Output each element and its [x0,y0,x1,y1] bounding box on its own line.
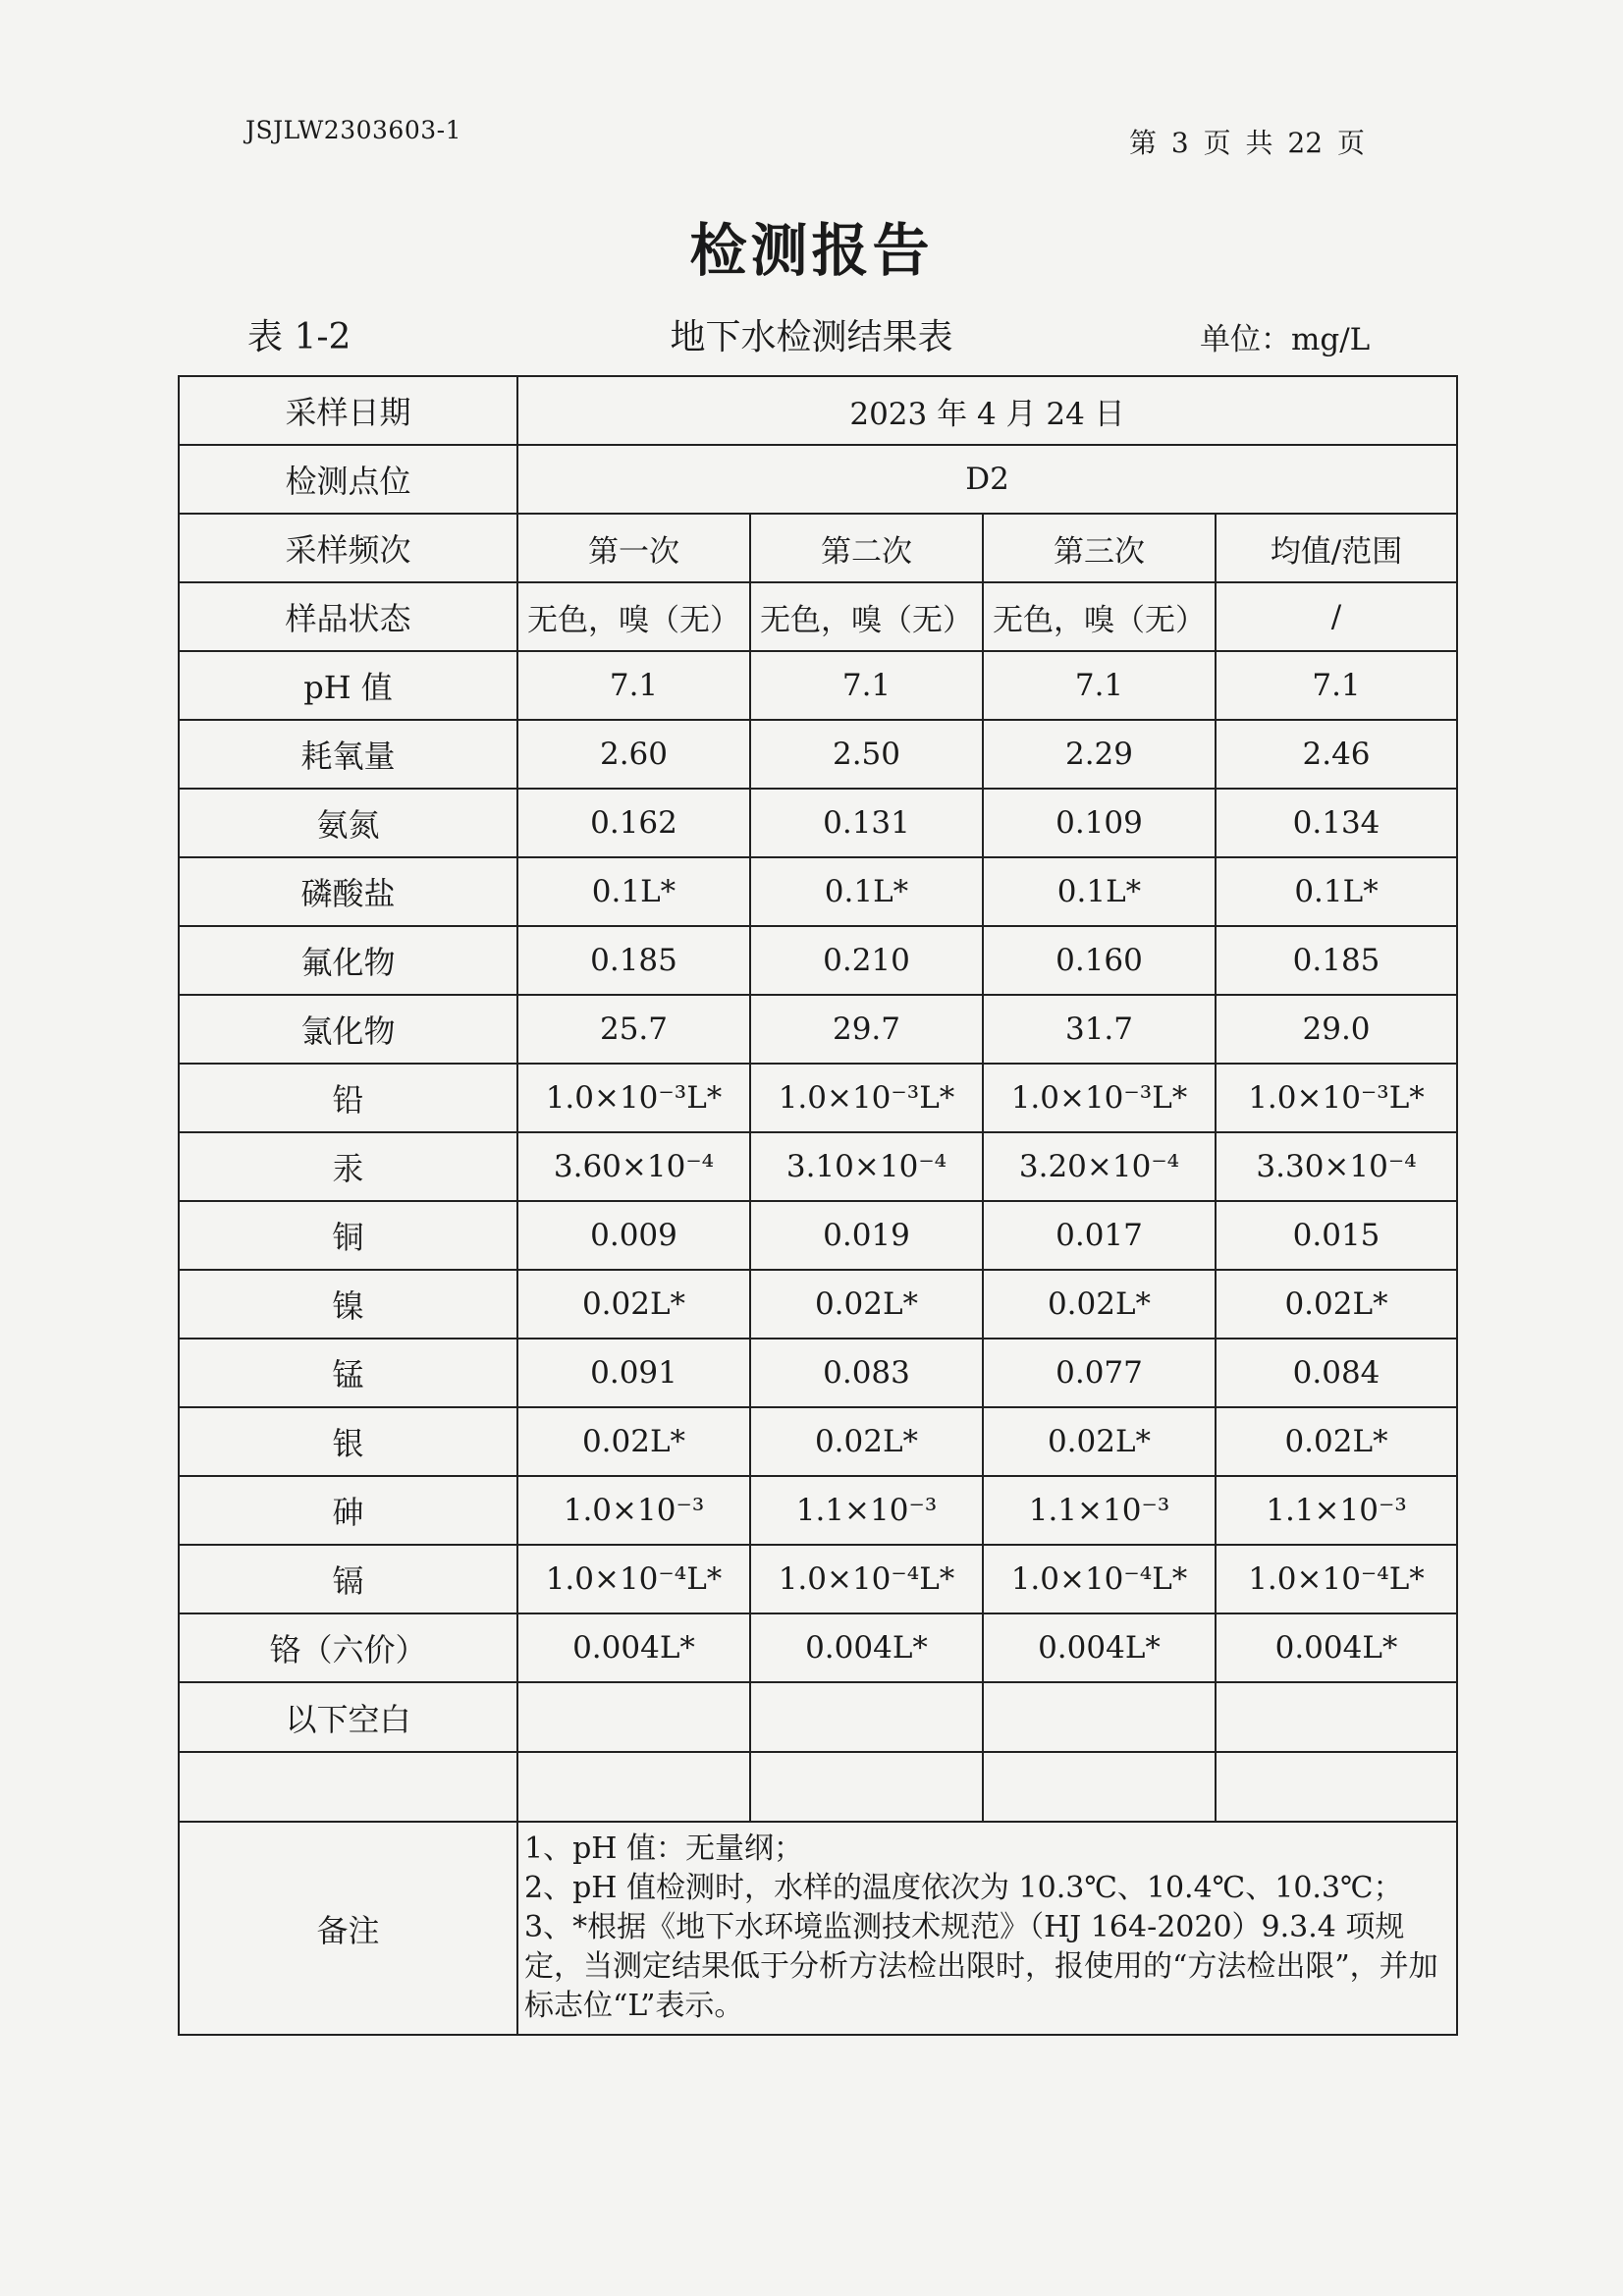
table-row [179,789,1457,857]
note-line: 3、*根据《地下水环境监测技术规范》（HJ 164-2020）9.3.4 项规定，当测定结果低于分析方法检出限时，报使用的“方法检出限”，并加标志位“L”表示。 [524,1909,1438,2023]
value-cell: 1.1×10⁻³ [983,1476,1216,1545]
row-label: 氟化物 [179,926,517,995]
value-cell: 0.02L* [750,1270,983,1339]
empty-cell [983,1752,1216,1822]
notes-label: 备注 [179,1822,517,2035]
value-cell: 0.134 [1216,789,1457,857]
value-cell: 0.077 [983,1339,1216,1407]
row-label: 砷 [179,1476,517,1545]
row-label: 耗氧量 [179,720,517,789]
row-label: 银 [179,1407,517,1476]
note-line: 2、pH 值检测时，水样的温度依次为 10.3℃、10.4℃、10.3℃； [524,1870,1403,1905]
note-line: 1、pH 值：无量纲； [524,1831,803,1866]
value-cell: 0.091 [517,1339,750,1407]
value-cell: 2.46 [1216,720,1457,789]
row-label: 磷酸盐 [179,857,517,926]
value-cell: 1.0×10⁻⁴L* [1216,1545,1457,1613]
row-label: 铬（六价） [179,1613,517,1682]
value-cell: 0.02L* [750,1407,983,1476]
site-value: D2 [517,445,1457,514]
table-row [179,720,1457,789]
table-row [179,1270,1457,1339]
value-cell: 1.0×10⁻³L* [983,1064,1216,1132]
value-cell: 7.1 [983,651,1216,720]
value-cell: 1.0×10⁻³L* [517,1064,750,1132]
value-cell: 0.004L* [983,1613,1216,1682]
value-cell: 0.185 [1216,926,1457,995]
table-row [179,1201,1457,1270]
value-cell: 0.009 [517,1201,750,1270]
value-cell: 7.1 [517,651,750,720]
row-label: 镍 [179,1270,517,1339]
value-cell: 3.10×10⁻⁴ [750,1132,983,1201]
value-cell: 3.60×10⁻⁴ [517,1132,750,1201]
value-cell: 0.083 [750,1339,983,1407]
row-label: 氨氮 [179,789,517,857]
notes-content [517,1822,1457,2035]
value-cell: 0.1L* [750,857,983,926]
row-label: 锰 [179,1339,517,1407]
value-cell: 1.0×10⁻⁴L* [983,1545,1216,1613]
value-cell: 25.7 [517,995,750,1064]
table-row [179,995,1457,1064]
value-cell: 0.109 [983,789,1216,857]
column-header: 均值/范围 [1216,514,1457,582]
value-cell: 0.1L* [1216,857,1457,926]
table-row [179,1476,1457,1545]
value-cell: 31.7 [983,995,1216,1064]
empty-cell [983,1682,1216,1752]
value-cell: 0.210 [750,926,983,995]
value-cell: 3.30×10⁻⁴ [1216,1132,1457,1201]
value-cell: 0.02L* [517,1270,750,1339]
value-cell: 2.50 [750,720,983,789]
value-cell: 0.084 [1216,1339,1457,1407]
unit-label: 单位：mg/L [1200,322,1371,357]
table-row [179,926,1457,995]
table-row [179,1339,1457,1407]
value-cell: 0.02L* [517,1407,750,1476]
value-cell: 0.1L* [517,857,750,926]
value-cell: 0.131 [750,789,983,857]
column-header: 第一次 [517,514,750,582]
value-cell: 0.019 [750,1201,983,1270]
value-cell: 1.0×10⁻³L* [750,1064,983,1132]
value-cell: 0.162 [517,789,750,857]
value-cell: 无色，嗅（无） [517,582,750,651]
value-cell: 1.0×10⁻⁴L* [517,1545,750,1613]
row-label: 采样日期 [179,376,517,445]
empty-cell [1216,1682,1457,1752]
value-cell: 7.1 [1216,651,1457,720]
value-cell: 1.1×10⁻³ [1216,1476,1457,1545]
row-label: 汞 [179,1132,517,1201]
table-row [179,857,1457,926]
value-cell: 0.1L* [983,857,1216,926]
table-row [179,1407,1457,1476]
value-cell: 0.015 [1216,1201,1457,1270]
row-label: pH 值 [179,651,517,720]
notes-row [179,1822,1457,2035]
row-label: 铅 [179,1064,517,1132]
value-cell: 0.02L* [983,1407,1216,1476]
table-row [179,1132,1457,1201]
table-row [179,582,1457,651]
empty-cell [1216,1752,1457,1822]
empty-cell [179,1752,517,1822]
sampling-date-row [179,376,1457,445]
row-label: 样品状态 [179,582,517,651]
column-header: 第二次 [750,514,983,582]
sampling-date-value: 2023 年 4 月 24 日 [517,376,1457,445]
value-cell: 29.7 [750,995,983,1064]
frequency-row [179,514,1457,582]
value-cell: 无色，嗅（无） [983,582,1216,651]
report-title: 检测报告 [689,217,934,284]
value-cell: 2.60 [517,720,750,789]
row-label: 采样频次 [179,514,517,582]
empty-cell [517,1682,750,1752]
table-id: 表 1-2 [247,317,352,357]
value-cell: 0.02L* [1216,1407,1457,1476]
value-cell: / [1216,582,1457,651]
value-cell: 0.185 [517,926,750,995]
value-cell: 0.017 [983,1201,1216,1270]
value-cell: 1.0×10⁻³ [517,1476,750,1545]
table-row [179,1613,1457,1682]
value-cell: 7.1 [750,651,983,720]
value-cell: 1.1×10⁻³ [750,1476,983,1545]
value-cell: 2.29 [983,720,1216,789]
column-header: 第三次 [983,514,1216,582]
table-row [179,651,1457,720]
blank-row [179,1752,1457,1822]
value-cell: 0.02L* [1216,1270,1457,1339]
value-cell: 0.004L* [750,1613,983,1682]
blank-row [179,1682,1457,1752]
groundwater-results-table [178,375,1458,2036]
value-cell: 1.0×10⁻⁴L* [750,1545,983,1613]
value-cell: 0.004L* [1216,1613,1457,1682]
site-row [179,445,1457,514]
document-code: JSJLW2303603-1 [245,116,461,144]
table-row [179,1545,1457,1613]
empty-cell [750,1752,983,1822]
table-title: 地下水检测结果表 [670,317,953,357]
blank-label: 以下空白 [179,1682,517,1752]
row-label: 铜 [179,1201,517,1270]
value-cell: 0.02L* [983,1270,1216,1339]
empty-cell [517,1752,750,1822]
value-cell: 0.160 [983,926,1216,995]
row-label: 镉 [179,1545,517,1613]
row-label: 氯化物 [179,995,517,1064]
value-cell: 0.004L* [517,1613,750,1682]
value-cell: 1.0×10⁻³L* [1216,1064,1457,1132]
value-cell: 3.20×10⁻⁴ [983,1132,1216,1201]
page-number: 第 3 页 共 22 页 [1129,127,1365,159]
table-row [179,1064,1457,1132]
value-cell: 无色，嗅（无） [750,582,983,651]
value-cell: 29.0 [1216,995,1457,1064]
row-label: 检测点位 [179,445,517,514]
empty-cell [750,1682,983,1752]
